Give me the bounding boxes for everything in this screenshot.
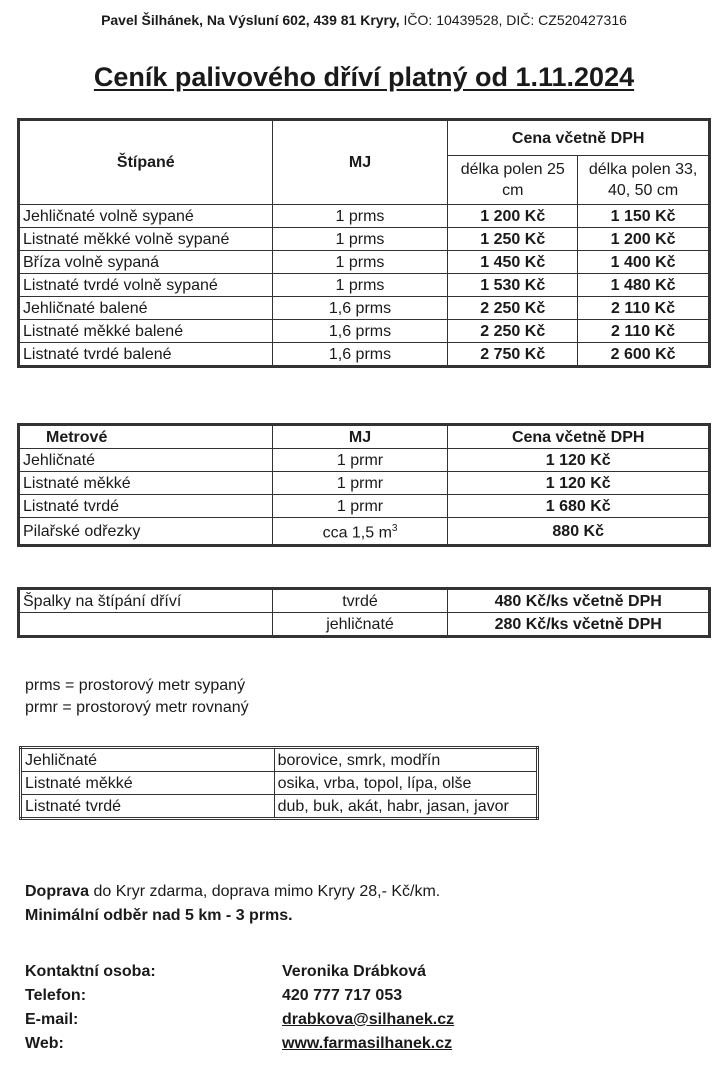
legend-prms: prms = prostorový metr sypaný (25, 677, 246, 694)
wood-type: Listnaté měkké volně sypané (20, 228, 273, 251)
table-row (20, 228, 709, 251)
table-row (20, 343, 709, 366)
unit: 1 prms (272, 274, 448, 297)
unit: 1,6 prms (272, 343, 448, 366)
email-label: E-mail: (25, 1011, 79, 1028)
price-25: 2 250 Kč (448, 297, 578, 320)
logs-price: 280 Kč/ks včetně DPH (448, 613, 709, 636)
table-row (20, 472, 709, 495)
price-33: 2 110 Kč (578, 297, 709, 320)
page-title (0, 62, 728, 93)
price-25: 1 450 Kč (448, 251, 578, 274)
wood-type: Jehličnaté volně sypané (20, 205, 273, 228)
species-group: Listnaté tvrdé (21, 795, 275, 819)
price-25: 2 250 Kč (448, 320, 578, 343)
price-33: 1 480 Kč (578, 274, 709, 297)
table-row (21, 772, 538, 795)
col-meter-price: Cena včetně DPH (448, 426, 709, 449)
unit: 1 prmr (272, 449, 448, 472)
logs-kind: tvrdé (272, 590, 448, 613)
table-row (20, 205, 709, 228)
price-33: 1 400 Kč (578, 251, 709, 274)
company-ids: IČO: 10439528, DIČ: CZ520427316 (399, 12, 627, 28)
wood-type: Jehličnaté (20, 449, 273, 472)
table-row (20, 274, 709, 297)
unit: 1 prms (272, 228, 448, 251)
species-list: dub, buk, akát, habr, jasan, javor (274, 795, 537, 819)
contact-block (25, 960, 454, 1056)
phone-label: Telefon: (25, 987, 87, 1004)
col-split-price: Cena včetně DPH (448, 121, 709, 156)
unit: 1 prmr (272, 472, 448, 495)
species-group: Jehličnaté (21, 748, 275, 772)
price-33: 1 150 Kč (578, 205, 709, 228)
col-meter-type: Metrové (20, 426, 273, 449)
price-25: 1 200 Kč (448, 205, 578, 228)
unit: 1,6 prms (272, 320, 448, 343)
table-row (20, 518, 709, 545)
phone-value: 420 777 717 053 (282, 987, 403, 1004)
table-row (20, 590, 709, 613)
unit-text: cca 1,5 m (322, 524, 392, 542)
col-split-unit: MJ (272, 121, 448, 205)
price-25: 1 530 Kč (448, 274, 578, 297)
col-length-33: délka polen 33, 40, 50 cm (578, 156, 709, 205)
minimum-order: Minimální odběr nad 5 km - 3 prms. (25, 907, 293, 924)
page-title-text: Ceník palivového dříví platný od 1.11.2024 (93, 62, 635, 92)
logs-table (19, 589, 709, 636)
logs-label-empty (20, 613, 273, 636)
price-25: 1 250 Kč (448, 228, 578, 251)
col-split-type: Štípané (20, 121, 273, 205)
wood-type: Listnaté tvrdé balené (20, 343, 273, 366)
web-label: Web: (25, 1035, 64, 1052)
unit: 1,6 prms (272, 297, 448, 320)
table-row (20, 495, 709, 518)
transport-text: do Kryr zdarma, doprava mimo Kryry 28,- Kč/km. (89, 883, 441, 900)
logs-price: 480 Kč/ks včetně DPH (448, 590, 709, 613)
species-group: Listnaté měkké (21, 772, 275, 795)
contact-person: Veronika Drábková (282, 963, 427, 980)
wood-type: Bříza volně sypaná (20, 251, 273, 274)
wood-type: Listnaté měkké (20, 472, 273, 495)
table-row (21, 748, 538, 772)
logs-label: Špalky na štípání dříví (20, 590, 273, 613)
legend-prmr: prmr = prostorový metr rovnaný (25, 699, 249, 716)
table-row (20, 297, 709, 320)
unit (272, 518, 448, 545)
split-wood-table (19, 120, 709, 366)
web-link[interactable]: www.farmasilhanek.cz (282, 1035, 453, 1052)
wood-type: Jehličnaté balené (20, 297, 273, 320)
price-33: 2 600 Kč (578, 343, 709, 366)
table-row (20, 320, 709, 343)
table-row (21, 795, 538, 819)
unit: 1 prmr (272, 495, 448, 518)
transport-bold: Doprava (25, 883, 90, 900)
price: 880 Kč (448, 518, 709, 545)
price-33: 1 200 Kč (578, 228, 709, 251)
unit: 1 prms (272, 251, 448, 274)
wood-type: Pilařské odřezky (20, 518, 273, 545)
contact-person-label: Kontaktní osoba: (25, 963, 156, 980)
price-33: 2 110 Kč (578, 320, 709, 343)
wood-type: Listnaté měkké balené (20, 320, 273, 343)
price: 1 120 Kč (448, 472, 709, 495)
company-header (0, 12, 728, 28)
table-row (20, 251, 709, 274)
price: 1 680 Kč (448, 495, 709, 518)
wood-type: Listnaté tvrdé (20, 495, 273, 518)
unit: 1 prms (272, 205, 448, 228)
email-link[interactable]: drabkova@silhanek.cz (282, 1011, 455, 1028)
species-list: osika, vrba, topol, lípa, olše (274, 772, 537, 795)
meter-wood-table (19, 425, 709, 545)
price-25: 2 750 Kč (448, 343, 578, 366)
col-meter-unit: MJ (272, 426, 448, 449)
company-name-address: Pavel Šilhánek, Na Výsluní 602, 439 81 Kryry, (101, 12, 400, 28)
table-row (20, 449, 709, 472)
table-row (20, 613, 709, 636)
wood-type: Listnaté tvrdé volně sypané (20, 274, 273, 297)
transport-info (25, 880, 440, 928)
species-list: borovice, smrk, modřín (274, 748, 537, 772)
unit-superscript: 3 (391, 523, 398, 535)
col-length-25: délka polen 25 cm (448, 156, 578, 205)
species-table (19, 746, 539, 820)
logs-kind: jehličnaté (272, 613, 448, 636)
unit-legend (25, 675, 249, 719)
price: 1 120 Kč (448, 449, 709, 472)
